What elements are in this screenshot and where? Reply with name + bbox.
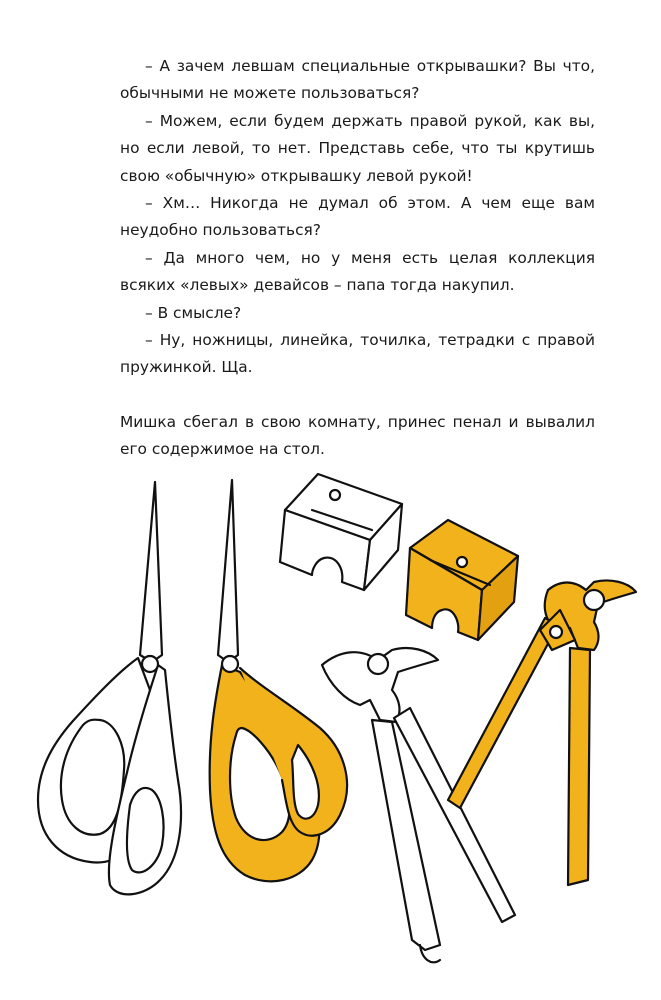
can-opener-outline	[322, 648, 515, 962]
dialogue-line-1: – А зачем левшам специальные открывашки? Вы что, обычными не можете пользоваться?	[120, 57, 595, 103]
dialogue-line-3: – Хм… Никогда не думал об этом. А чем еще вам неудобно пользоваться?	[120, 194, 595, 240]
narration-paragraph: Мишка сбегал в свою комнату, принес пенал и вывалил его содержимое на стол.	[120, 412, 595, 459]
sharpener-outline	[280, 474, 402, 590]
left-handed-tools-illustration	[0, 440, 661, 1000]
scissors-outline	[38, 482, 181, 894]
text-block	[120, 53, 595, 464]
dialogue-line-5: – В смысле?	[145, 303, 242, 322]
dialogue-line-6: – Ну, ножницы, линейка, точилка, тетрадки с правой пружинкой. Ща.	[120, 331, 595, 377]
sharpener-yellow	[406, 520, 518, 640]
dialogue-line-4: – Да много чем, но у меня есть целая коллекция всяких «левых» девайсов – папа тогда накупил.	[120, 248, 595, 295]
dialogue-line-2: – Можем, если будем держать правой рукой, как вы, но если левой, то нет. Представь себе, что ты крутишь свою «обычную» открывашку левой рукой!	[120, 111, 595, 185]
